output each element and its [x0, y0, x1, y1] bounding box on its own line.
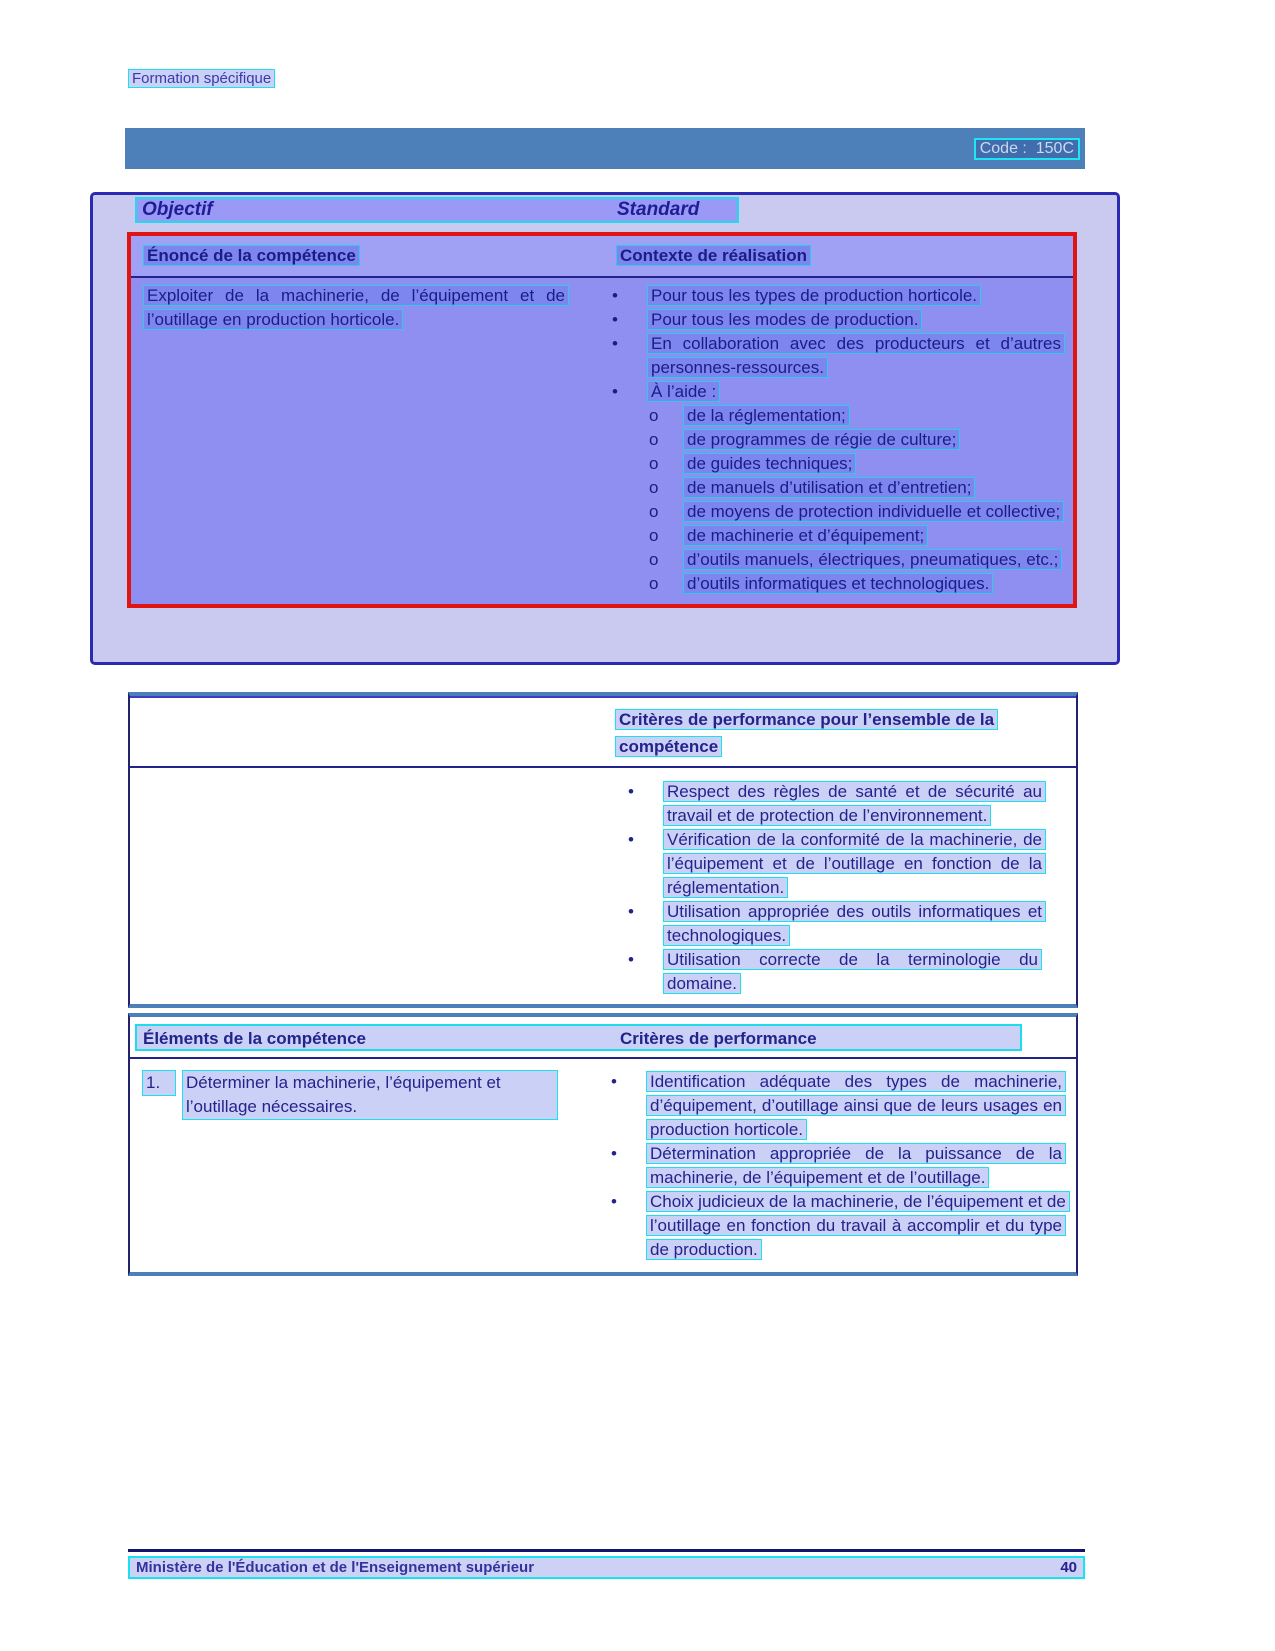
bullet-item	[599, 332, 1065, 380]
sub-bullet-item	[599, 452, 1065, 476]
sub-bullet-icon: o	[649, 454, 659, 473]
footer-ministry: Ministère de l'Éducation et de l'Enseignement supérieur	[136, 1559, 535, 1576]
sub-bullet-text: de programmes de régie de culture;	[683, 429, 960, 450]
objective-heading: Objectif	[142, 199, 213, 220]
sub-bullet-icon: o	[649, 574, 659, 593]
sub-bullet-item	[599, 500, 1065, 524]
sub-bullet-text: de moyens de protection individuelle et collective;	[683, 501, 1064, 522]
objective-standard-panel	[90, 192, 1120, 665]
bullet-item	[598, 1190, 1066, 1262]
sub-bullet-text: de machinerie et d’équipement;	[683, 525, 928, 546]
competency-table-header	[131, 236, 1073, 278]
bullet-text: En collaboration avec des producteurs et d’autres personnes-ressources.	[647, 333, 1065, 378]
bullet-icon: •	[612, 310, 618, 329]
competency-header-right: Contexte de réalisation	[616, 245, 811, 266]
elements-table-header	[130, 1017, 1076, 1059]
objective-standard-band	[135, 197, 739, 223]
sub-bullet-text: de guides techniques;	[683, 453, 856, 474]
performance-table-body	[130, 768, 1076, 1004]
sub-bullet-text: de manuels d’utilisation et d’entretien;	[683, 477, 975, 498]
performance-criteria-cell	[598, 780, 1076, 996]
bullet-text: Pour tous les types de production horticole.	[647, 285, 981, 306]
competency-header-left: Énoncé de la compétence	[143, 245, 360, 266]
performance-table-header	[130, 696, 1076, 768]
sub-bullet-icon: o	[649, 430, 659, 449]
elements-header-right: Critères de performance	[620, 1029, 817, 1048]
sub-bullet-item	[599, 428, 1065, 452]
sub-bullet-text: d’outils informatiques et technologiques.	[683, 573, 993, 594]
bullet-item	[599, 308, 1065, 332]
sub-bullet-item	[599, 404, 1065, 428]
title-bar	[125, 128, 1085, 169]
aid-sub-bullet-list	[599, 404, 1065, 596]
sub-bullet-icon: o	[649, 526, 659, 545]
elements-header-band	[135, 1024, 1022, 1051]
bullet-item	[599, 284, 1065, 308]
element-cell	[130, 1070, 598, 1262]
page-footer	[128, 1556, 1085, 1579]
criteria-bullet-list	[598, 1070, 1066, 1262]
elements-table	[128, 1013, 1078, 1276]
bullet-icon: •	[611, 1144, 617, 1163]
bullet-item	[598, 1142, 1066, 1190]
competency-statement: Exploiter de la machinerie, de l’équipement et de l’outillage en production horticole.	[143, 285, 569, 330]
bullet-text: Respect des règles de santé et de sécurité au travail et de protection de l’environnement.	[663, 781, 1046, 826]
bullet-icon: •	[612, 286, 618, 305]
bullet-text: À l’aide :	[647, 381, 720, 402]
sub-bullet-item	[599, 572, 1065, 596]
performance-table	[128, 692, 1078, 1008]
sub-bullet-icon: o	[649, 502, 659, 521]
bullet-item	[598, 1070, 1066, 1142]
performance-header-cell	[598, 706, 1076, 760]
performance-header: Critères de performance pour l’ensemble de la compétence	[615, 709, 998, 757]
bullet-text: Détermination appropriée de la puissance de la machinerie, de l’équipement et de l’outillage.	[646, 1143, 1066, 1188]
code-label: Code : 150C	[974, 138, 1080, 160]
context-cell	[599, 284, 1073, 596]
bullet-icon: •	[611, 1192, 617, 1211]
bullet-item	[615, 948, 1046, 996]
elements-header-left: Éléments de la compétence	[143, 1029, 366, 1048]
criteria-cell	[598, 1070, 1076, 1262]
bullet-text: Utilisation correcte de la terminologie du domaine.	[663, 949, 1042, 994]
bullet-item	[615, 900, 1046, 948]
bullet-item	[615, 780, 1046, 828]
bullet-icon: •	[628, 782, 634, 801]
bullet-item	[599, 380, 1065, 404]
bullet-icon: •	[612, 334, 618, 353]
context-bullet-list	[599, 284, 1065, 404]
performance-bullet-list	[615, 780, 1046, 996]
footer-page-number: 40	[1060, 1559, 1077, 1576]
sub-bullet-item	[599, 476, 1065, 500]
sub-bullet-icon: o	[649, 406, 659, 425]
bullet-icon: •	[628, 830, 634, 849]
competency-statement-cell	[131, 284, 599, 596]
sub-bullet-item	[599, 548, 1065, 572]
standard-heading: Standard	[617, 199, 700, 220]
bullet-text: Pour tous les modes de production.	[647, 309, 922, 330]
bullet-text: Utilisation appropriée des outils informatiques et technologiques.	[663, 901, 1046, 946]
competency-table	[127, 232, 1077, 608]
competency-header-left-cell	[131, 244, 599, 268]
sub-bullet-item	[599, 524, 1065, 548]
elements-table-body	[130, 1059, 1076, 1272]
element-number: 1.	[142, 1070, 176, 1096]
bullet-text: Choix judicieux de la machinerie, de l’équipement et de l’outillage en fonction du travail à accomplir et du type de production.	[646, 1191, 1070, 1260]
bullet-icon: •	[628, 902, 634, 921]
sub-bullet-icon: o	[649, 550, 659, 569]
competency-table-body	[131, 278, 1073, 604]
bullet-text: Vérification de la conformité de la machinerie, de l’équipement et de l’outillage en fonction de la réglementation.	[663, 829, 1046, 898]
bullet-icon: •	[628, 950, 634, 969]
element-text: Déterminer la machinerie, l’équipement et l’outillage nécessaires.	[182, 1070, 558, 1120]
sub-bullet-text: de la réglementation;	[683, 405, 850, 426]
eyebrow-label: Formation spécifique	[128, 69, 275, 88]
bullet-text: Identification adéquate des types de machinerie, d’équipement, d’outillage ainsi que de leurs usages en production horticole.	[646, 1071, 1066, 1140]
sub-bullet-text: d’outils manuels, électriques, pneumatiques, etc.;	[683, 549, 1062, 570]
competency-header-right-cell	[599, 244, 1073, 268]
bullet-icon: •	[612, 382, 618, 401]
eyebrow-text	[128, 70, 275, 87]
bullet-icon: •	[611, 1072, 617, 1091]
sub-bullet-icon: o	[649, 478, 659, 497]
bullet-item	[615, 828, 1046, 900]
footer-rule	[128, 1549, 1085, 1552]
